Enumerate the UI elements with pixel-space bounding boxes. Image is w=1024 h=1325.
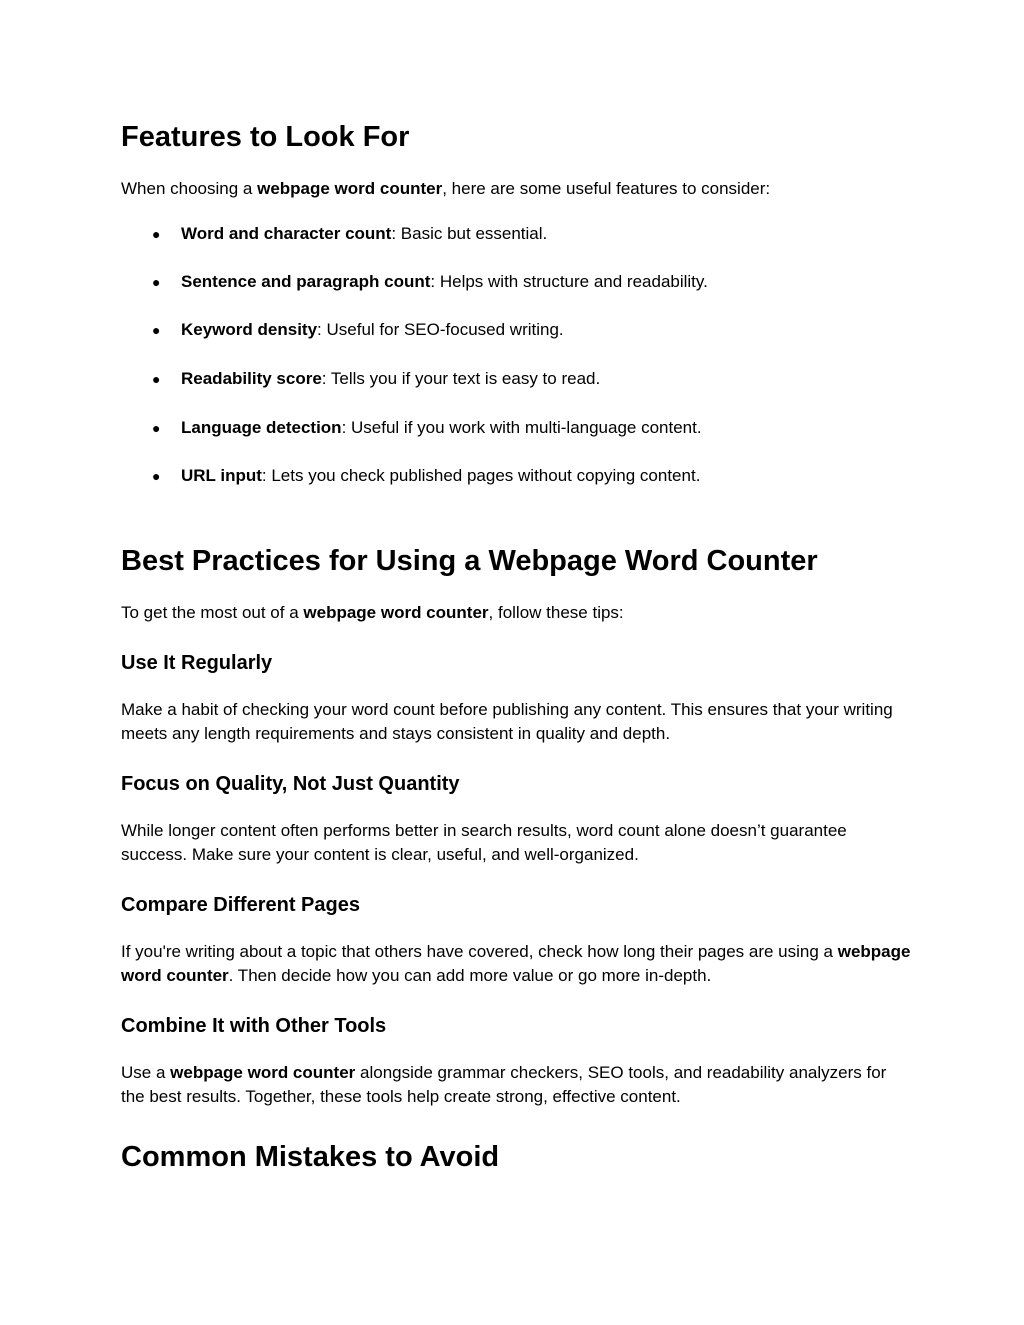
subheading-combine-tools: Combine It with Other Tools bbox=[121, 1015, 387, 1037]
features-heading: Features to Look For bbox=[121, 121, 410, 153]
list-item: Word and character count: Basic but essential. bbox=[181, 224, 548, 243]
features-intro: When choosing a webpage word counter, here are some useful features to consider: bbox=[121, 179, 771, 198]
bullet-icon: ● bbox=[152, 226, 161, 242]
list-item: Language detection: Useful if you work with multi-language content. bbox=[181, 418, 702, 437]
bullet-icon: ● bbox=[152, 371, 161, 387]
paragraph-focus-on-quality: While longer content often performs better in search results, word count alone doesn’t guarantee success. Make sure your content is clear, useful, and well-organized. bbox=[121, 821, 847, 864]
paragraph-compare-pages: If you're writing about a topic that others have covered, check how long their pages are using a webpage word counter. Then decide how you can add more value or go more in-depth. bbox=[121, 942, 911, 985]
bullet-icon: ● bbox=[152, 322, 161, 338]
paragraph-combine-tools: Use a webpage word counter alongside grammar checkers, SEO tools, and readability analyzers for the best results. Together, these tools help create strong, effective content. bbox=[121, 1063, 887, 1106]
subheading-use-it-regularly: Use It Regularly bbox=[121, 652, 273, 674]
list-item: Readability score: Tells you if your text is easy to read. bbox=[181, 369, 601, 388]
list-item: URL input: Lets you check published pages without copying content. bbox=[181, 466, 701, 485]
best-practices-heading: Best Practices for Using a Webpage Word Counter bbox=[121, 545, 818, 577]
subheading-compare-pages: Compare Different Pages bbox=[121, 894, 360, 916]
list-item: Keyword density: Useful for SEO-focused writing. bbox=[181, 320, 564, 339]
bullet-icon: ● bbox=[152, 468, 161, 484]
common-mistakes-heading: Common Mistakes to Avoid bbox=[121, 1141, 500, 1173]
subheading-focus-on-quality: Focus on Quality, Not Just Quantity bbox=[121, 773, 460, 795]
bullet-icon: ● bbox=[152, 274, 161, 290]
bullet-icon: ● bbox=[152, 420, 161, 436]
list-item: Sentence and paragraph count: Helps with structure and readability. bbox=[181, 272, 708, 291]
best-practices-intro: To get the most out of a webpage word counter, follow these tips: bbox=[121, 603, 624, 622]
paragraph-use-it-regularly: Make a habit of checking your word count before publishing any content. This ensures that your writing meets any length requirements and stays consistent in quality and depth. bbox=[121, 700, 893, 743]
